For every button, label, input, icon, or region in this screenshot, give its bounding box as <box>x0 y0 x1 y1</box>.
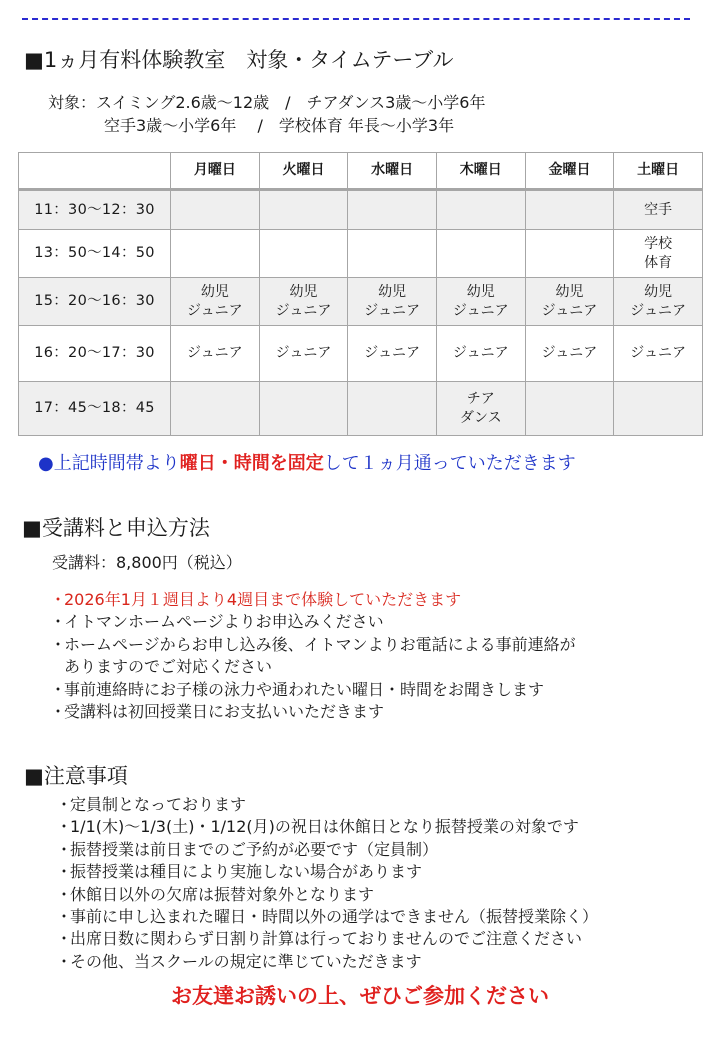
timetable-corner-cell <box>19 153 171 190</box>
list-item: ・事前連絡時にお子様の泳力や通われたい曜日・時間をお聞きします <box>50 679 576 701</box>
class-cell <box>525 190 614 230</box>
bullet-mark: ・ <box>56 884 73 904</box>
bullet-mark: ・ <box>56 839 73 859</box>
bullet-mark: ・ <box>56 951 73 971</box>
table-row <box>19 230 703 278</box>
class-cell: 学校 体育 <box>614 230 703 278</box>
target-line-2: 空手3歳～小学6年 / 学校体育 年長～小学3年 <box>104 116 455 135</box>
schedule-notice <box>38 449 576 475</box>
notes-bullet-list <box>56 794 598 973</box>
top-dashed-divider <box>22 18 690 20</box>
list-item: ・2026年1月１週目より4週目まで体験していただきます <box>50 589 576 611</box>
class-cell: 空手 <box>614 190 703 230</box>
class-cell <box>259 230 348 278</box>
notice-emphasis: 曜日・時間を固定 <box>179 453 324 474</box>
table-row <box>19 326 703 382</box>
day-header: 金曜日 <box>525 153 614 190</box>
list-item: ・その他、当スクールの規定に準じていただきます <box>56 951 598 973</box>
bullet-mark: ・ <box>50 590 67 609</box>
time-cell: 15：20～16：30 <box>19 278 171 326</box>
notice-suffix: して１ヵ月通っていただきます <box>323 453 576 474</box>
list-item: ・事前に申し込まれた曜日・時間以外の通学はできません（振替授業除く） <box>56 906 598 928</box>
class-cell <box>259 382 348 436</box>
class-cell <box>525 382 614 436</box>
class-cell: ジュニア <box>348 326 437 382</box>
list-item: ・休館日以外の欠席は振替対象外となります <box>56 884 598 906</box>
section-title-fee: ■受講料と申込方法 <box>22 516 210 540</box>
day-header: 火曜日 <box>259 153 348 190</box>
bullet-mark: ・ <box>50 702 67 722</box>
class-cell: ジュニア <box>614 326 703 382</box>
class-cell <box>525 230 614 278</box>
bullet-mark: ・ <box>56 929 73 949</box>
class-cell <box>436 230 525 278</box>
list-item: ・ホームページからお申し込み後、イトマンよりお電話による事前連絡が <box>50 634 576 656</box>
list-item: ・出席日数に関わらず日割り計算は行っておりませんのでご注意ください <box>56 928 598 950</box>
table-row <box>19 190 703 230</box>
list-item-continuation: ありますのでご対応ください <box>64 657 273 677</box>
class-cell: 幼児 ジュニア <box>348 278 437 326</box>
day-header: 土曜日 <box>614 153 703 190</box>
notice-prefix: ●上記時間帯より <box>38 453 180 474</box>
class-cell <box>348 190 437 230</box>
class-cell: 幼児 ジュニア <box>171 278 260 326</box>
class-cell <box>348 382 437 436</box>
timetable <box>18 152 703 436</box>
day-header: 月曜日 <box>171 153 260 190</box>
list-item: ・振替授業は種目により実施しない場合があります <box>56 861 598 883</box>
timetable-header-row <box>19 153 703 190</box>
fee-text: 受講料：8,800円（税込） <box>52 553 242 572</box>
time-cell: 16：20～17：30 <box>19 326 171 382</box>
class-cell: 幼児 ジュニア <box>614 278 703 326</box>
time-cell: 11：30～12：30 <box>19 190 171 230</box>
class-cell <box>436 190 525 230</box>
class-cell <box>171 382 260 436</box>
class-cell: 幼児 ジュニア <box>259 278 348 326</box>
class-cell: ジュニア <box>171 326 260 382</box>
list-item: ・1/1(木)～1/3(土)・1/12(月)の祝日は休館日となり振替授業の対象です <box>56 816 598 838</box>
bullet-mark: ・ <box>50 679 67 699</box>
class-cell: 幼児 ジュニア <box>436 278 525 326</box>
class-cell <box>614 382 703 436</box>
bullet-mark: ・ <box>56 817 73 837</box>
class-cell <box>348 230 437 278</box>
list-item: ・定員制となっております <box>56 794 598 816</box>
table-row <box>19 382 703 436</box>
class-cell: チア ダンス <box>436 382 525 436</box>
class-cell: 幼児 ジュニア <box>525 278 614 326</box>
time-cell: 13：50～14：50 <box>19 230 171 278</box>
target-line-1: 対象：スイミング2.6歳～12歳 / チアダンス3歳～小学6年 <box>48 93 486 112</box>
list-item: ・振替授業は前日までのご予約が必要です（定員制） <box>56 839 598 861</box>
class-cell: ジュニア <box>525 326 614 382</box>
section-title-timetable: ■1ヵ月有料体験教室 対象・タイムテーブル <box>24 48 454 72</box>
time-cell: 17：45～18：45 <box>19 382 171 436</box>
day-header: 木曜日 <box>436 153 525 190</box>
bullet-mark: ・ <box>50 612 67 632</box>
fee-bullet-list <box>50 589 576 723</box>
class-cell <box>171 230 260 278</box>
list-item: ・イトマンホームページよりお申込みください <box>50 611 576 633</box>
bullet-mark: ・ <box>56 862 73 882</box>
bullet-mark: ・ <box>50 634 67 654</box>
bullet-mark: ・ <box>56 907 73 927</box>
closing-message: お友達お誘いの上、ぜひご参加ください <box>171 984 549 1008</box>
class-cell <box>259 190 348 230</box>
list-item: ・受講料は初回授業日にお支払いいただきます <box>50 701 576 723</box>
day-header: 水曜日 <box>348 153 437 190</box>
bullet-mark: ・ <box>56 795 73 814</box>
table-row <box>19 278 703 326</box>
class-cell <box>171 190 260 230</box>
class-cell: ジュニア <box>436 326 525 382</box>
class-cell: ジュニア <box>259 326 348 382</box>
section-title-notes: ■注意事項 <box>24 764 128 788</box>
